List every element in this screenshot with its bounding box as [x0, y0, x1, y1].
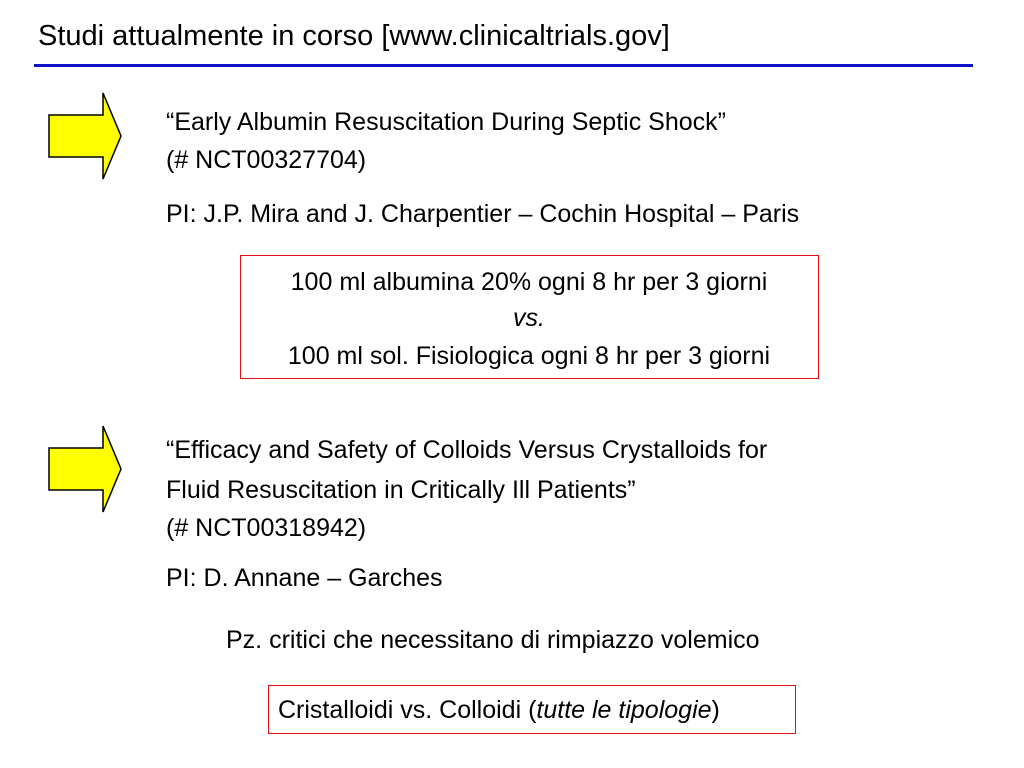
slide-title: Studi attualmente in corso [www.clinicaltrials.gov]	[38, 20, 670, 52]
study2-comparison-italic: tutte le tipologie	[536, 696, 712, 724]
study2-comparison-close: )	[711, 696, 720, 724]
yellow-arrow-icon	[46, 90, 124, 182]
study1-arm2: 100 ml sol. Fisiologica ogni 8 hr per 3 giorni	[287, 342, 771, 370]
study2-pi: PI: D. Annane – Garches	[166, 564, 443, 592]
study1-id: (# NCT00327704)	[166, 146, 367, 174]
title-divider	[34, 64, 973, 67]
study1-arm1: 100 ml albumina 20% ogni 8 hr per 3 giorni	[290, 268, 768, 296]
study1-pi: PI: J.P. Mira and J. Charpentier – Cochin Hospital – Paris	[166, 200, 800, 228]
study2-population: Pz. critici che necessitano di rimpiazzo volemico	[226, 626, 760, 654]
study1-vs	[200, 302, 858, 334]
study2-comparison-main: Cristalloidi vs. Colloidi (	[278, 696, 537, 724]
study2-title-line1: “Efficacy and Safety of Colloids Versus Crystalloids for	[166, 436, 768, 464]
study1-title: “Early Albumin Resuscitation During Septic Shock”	[166, 108, 726, 136]
yellow-arrow-icon	[46, 423, 124, 515]
study2-comparison	[278, 694, 720, 726]
study2-id: (# NCT00318942)	[166, 514, 367, 542]
study2-title-line2: Fluid Resuscitation in Critically Ill Patients”	[166, 476, 636, 504]
study1-vs-text: vs.	[513, 304, 545, 332]
